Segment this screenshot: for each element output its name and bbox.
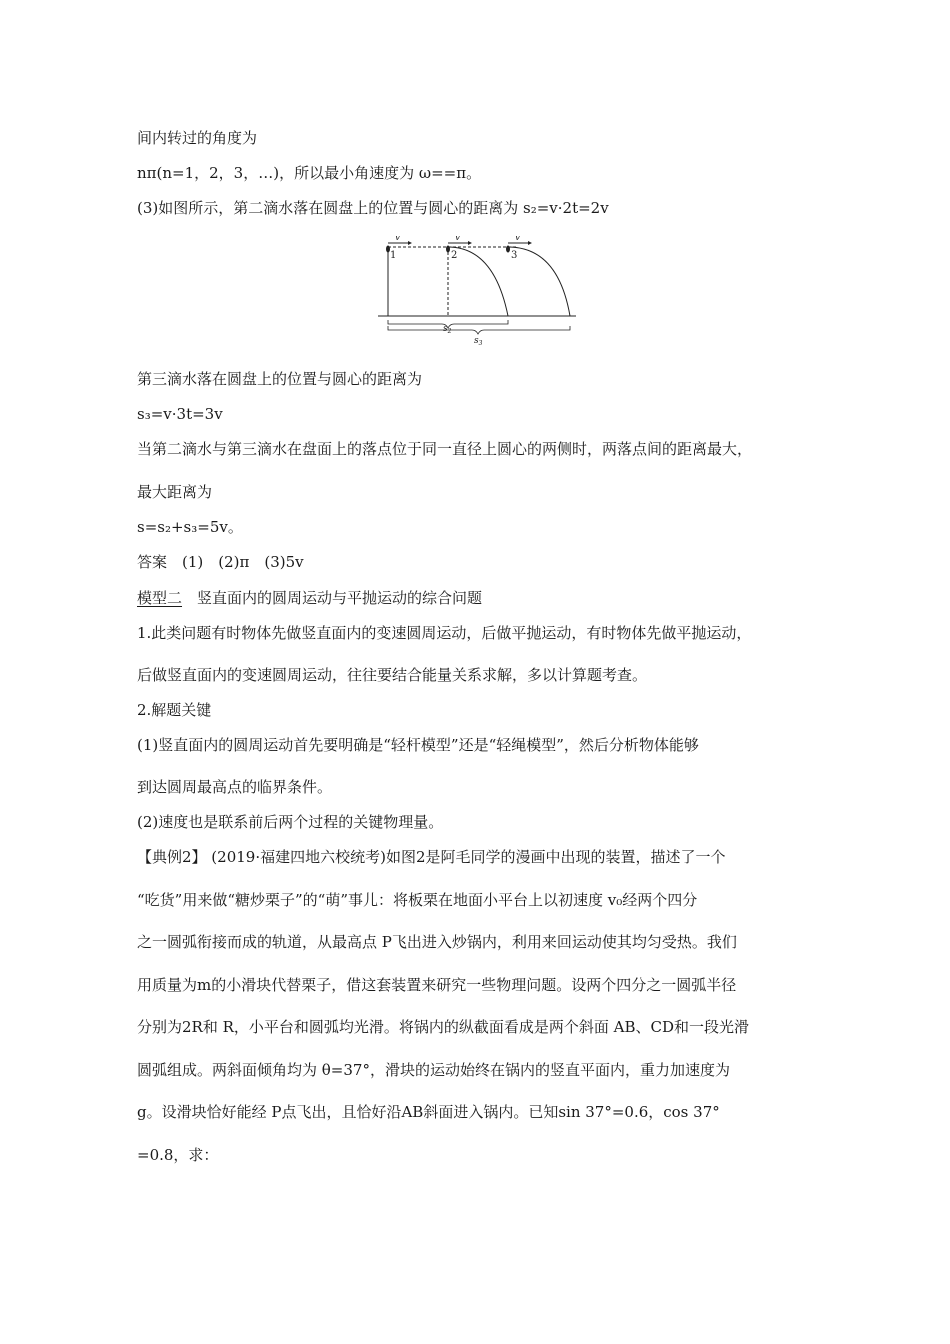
text-line-1: 间内转过的角度为 [137,129,258,147]
para-line-8: “吃货”用来做“糖炒栗子”的“萌”事儿：将板栗在地面小平台上以初速度 v₀经两个四分 [137,891,698,909]
label-s3: $s_3$ [474,336,483,347]
brace-s2 [388,320,508,328]
text-line-8: s=s₂+s₃=5v。 [137,518,243,536]
drop-2 [446,246,450,253]
arrowhead-1 [408,241,412,245]
text-line-2: nπ(n=1，2，3，…)，所以最小角速度为 ω==π。 [137,164,482,182]
text-line-5: s₃=v·3t=3v [137,405,223,423]
label-n3: 3 [511,250,518,261]
para-line-4: (1)竖直面内的圆周运动首先要明确是“轻杆模型”还是“轻绳模型”，然后分析物体能够 [137,736,699,754]
para-line-12: 圆弧组成。两斜面倾角均为 θ=37°，滑块的运动始终在锅内的竖直平面内，重力加速度为 [137,1061,730,1079]
text-line-7: 最大距离为 [137,483,213,501]
para-line-9: 之一圆弧衔接而成的轨道，从最高点 P飞出进入炒锅内，利用来回运动使其均匀受热。我们 [137,933,737,951]
model2-heading [137,588,482,608]
arrowhead-3 [528,241,532,245]
para-line-6: (2)速度也是联系前后两个过程的关键物理量。 [137,813,444,831]
text-line-4: 第三滴水落在圆盘上的位置与圆心的距离为 [137,370,423,388]
para-line-2: 后做竖直面内的变速圆周运动，往往要结合能量关系求解，多以计算题考查。 [137,666,648,684]
para-line-14: =0.8，求： [137,1146,219,1164]
para-line-10: 用质量为m的小滑块代替栗子，借这套装置来研究一些物理问题。设两个四分之一圆弧半径 [137,976,737,994]
falling-drops-diagram [376,236,576,354]
answer-line: 答案 (1) (2)π (3)5v [137,553,304,571]
para-line-7: 【典例2】 (2019·福建四地六校统考)如图2是阿毛同学的漫画中出现的装置，描述了一个 [137,848,726,866]
para-line-11: 分别为2R和 R，小平台和圆弧均光滑。将锅内的纵截面看成是两个斜面 AB、CD和一段光滑 [137,1018,750,1036]
brace-s3 [388,326,570,334]
para-line-1: 1.此类问题有时物体先做竖直面内的变速圆周运动，后做平抛运动，有时物体先做平抛运动， [137,624,752,642]
label-n2: 2 [451,250,458,261]
para-line-13: g。设滑块恰好能经 P点飞出，且恰好沿AB斜面进入锅内。已知sin 37°=0.6，cos 37° [137,1103,720,1121]
label-v1: v [395,236,401,243]
para-line-3: 2.解题关键 [137,701,212,719]
para-line-5: 到达圆周最高点的临界条件。 [137,778,333,796]
model2-label: 模型二 [137,589,183,607]
text-line-3: (3)如图所示，第二滴水落在圆盘上的位置与圆心的距离为 s₂=v·2t=2v [137,199,609,217]
model2-title: 竖直面内的圆周运动与平抛运动的综合问题 [182,589,483,607]
label-v2: v [455,236,461,243]
label-v3: v [515,236,521,243]
drop-3 [506,246,510,253]
label-n1: 1 [390,250,397,261]
text-line-6: 当第二滴水与第三滴水在盘面上的落点位于同一直径上圆心的两侧时，两落点间的距离最大， [137,440,753,458]
label-s2: $s_2$ [443,324,452,335]
arrowhead-2 [468,241,472,245]
